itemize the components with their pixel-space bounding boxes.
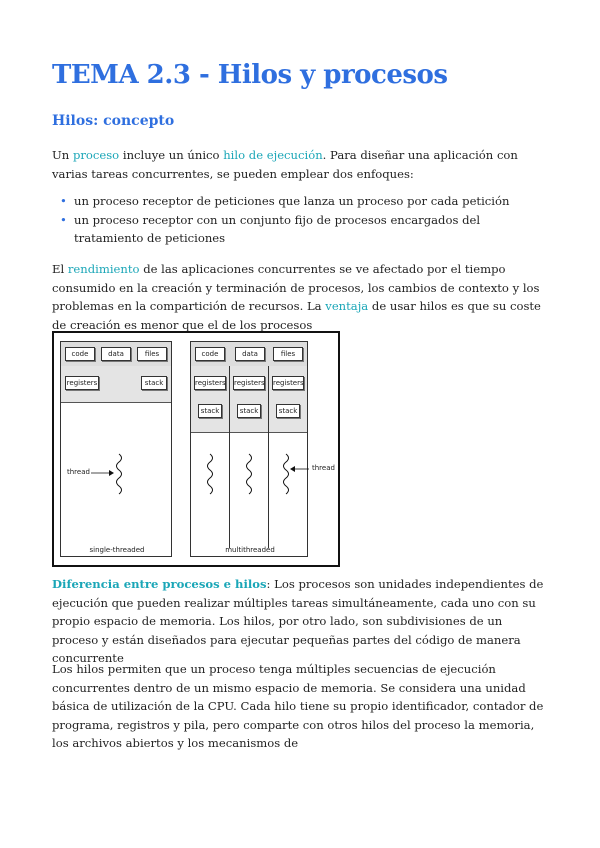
text-run: incluye un único [119, 148, 224, 162]
list-item: • un proceso receptor de peticiones que lanza un proceso por cada petición [52, 192, 552, 211]
single-threaded-panel [60, 341, 172, 557]
paragraph-hilos: Los hilos permiten que un proceso tenga múltiples secuencias de ejecución concurrentes dentro de un mismo espacio de memoria. Se considera una unidad básica de utilización de la CPU. Cada hilo tiene su propio identificador, contador de programa, registros y pila, pero comparte con otros hilos del proceso la memoria, los archivos abiertos y los mecanismos de [52, 662, 544, 750]
multithreaded-panel [190, 341, 308, 557]
thread-label: thread [67, 468, 90, 476]
approach-list [52, 192, 552, 248]
registers-box: registers [272, 376, 304, 390]
threads-diagram [52, 331, 340, 567]
data-box: data [235, 347, 265, 361]
page-title: TEMA 2.3 - Hilos y procesos [52, 60, 448, 90]
caption-single: single-threaded [89, 546, 145, 554]
text-run: . Para diseñar una aplicación con varias tareas concurrentes, se pueden emplear dos enfoques: [52, 148, 518, 181]
highlight-diferencia: Diferencia entre procesos e hilos [52, 577, 267, 591]
files-box: files [137, 347, 167, 361]
code-box: code [65, 347, 95, 361]
text-run: El [52, 262, 68, 276]
text-run: : Los procesos son unidades independientes de ejecución que pueden realizar múltiples tareas simultáneamente, cada uno con su propio espacio de memoria. Los hilos, por otro lado, son subdivisiones de un proceso y están diseñados para ejecutar pequeñas partes del código de manera concurrente [52, 577, 544, 665]
thread-arrow-icon [61, 452, 173, 502]
text-run: de usar hilos es que su coste de creación es menor que el de los procesos [52, 299, 541, 332]
registers-box: registers [233, 376, 265, 390]
section-heading: Hilos: concepto [52, 113, 175, 129]
registers-box: registers [65, 376, 99, 390]
threads-icon [191, 452, 309, 502]
highlight-ventaja: ventaja [325, 299, 369, 313]
list-item: • un proceso receptor con un conjunto fijo de procesos encargados del tratamiento de peticiones [52, 211, 552, 248]
stack-box: stack [198, 404, 222, 418]
stack-box: stack [141, 376, 167, 390]
paragraph-diferencia [52, 575, 552, 668]
text-run: de las aplicaciones concurrentes se ve afectado por el tiempo consumido en la creación y terminación de procesos, los cambios de contexto y los problemas en la compartición de recursos. La [52, 262, 540, 313]
registers-box: registers [194, 376, 226, 390]
stack-box: stack [237, 404, 261, 418]
files-box: files [273, 347, 303, 361]
highlight-proceso: proceso [72, 148, 120, 162]
paragraph-intro [52, 146, 552, 183]
thread-label: thread [312, 464, 335, 472]
paragraph-rendimiento [52, 260, 552, 334]
code-box: code [195, 347, 225, 361]
highlight-rendimiento: rendimiento [67, 262, 140, 276]
data-box: data [101, 347, 131, 361]
caption-multi: multithreaded [225, 546, 275, 554]
text-run: Un [52, 148, 73, 162]
highlight-hilo-ejecucion: hilo de ejecución [223, 148, 323, 162]
stack-box: stack [276, 404, 300, 418]
